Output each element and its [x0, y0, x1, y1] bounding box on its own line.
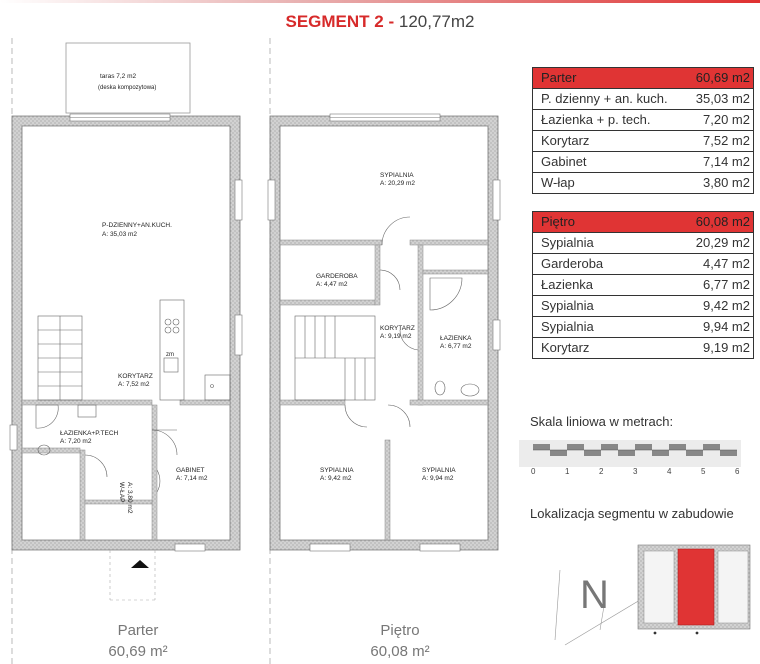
table-total: 60,08 m2 [654, 212, 754, 233]
table-row [533, 233, 754, 254]
table-row [533, 152, 754, 173]
scale-tick: 6 [735, 467, 740, 476]
scale-tick: 3 [633, 467, 638, 476]
parter-plan [10, 43, 242, 600]
room-value: 3,80 m2 [686, 173, 753, 194]
table-header-row [533, 212, 754, 233]
room-value: 20,29 m2 [654, 233, 754, 254]
pietro-plan [268, 114, 500, 551]
room-label: ŁAZIENKA+P.TECH [60, 430, 119, 437]
north-indicator: N [580, 573, 609, 617]
room-value: 7,20 m2 [686, 110, 753, 131]
room-name: Łazienka [533, 275, 654, 296]
room-label: SYPIALNIA [320, 467, 354, 474]
terrace-note: (deska kompozytowa) [98, 85, 157, 91]
room-label: KORYTARZ [380, 325, 415, 332]
title-separator: - [388, 12, 395, 31]
parter-area-table [532, 67, 754, 194]
room-name: Łazienka + p. tech. [533, 110, 687, 131]
room-area: A: 7,14 m2 [176, 475, 208, 482]
parter-floor-label [88, 620, 188, 662]
table-row [533, 89, 754, 110]
room-label: KORYTARZ [118, 373, 153, 380]
room-name: Garderoba [533, 254, 654, 275]
room-label: ŁAZIENKA [440, 335, 472, 342]
table-row [533, 275, 754, 296]
floor-name: Parter [117, 622, 159, 639]
scale-tick: 5 [701, 467, 706, 476]
table-row [533, 317, 754, 338]
pietro-area-table [532, 211, 754, 359]
room-name: Sypialnia [533, 317, 654, 338]
table-row [533, 173, 754, 194]
room-area: A: 9,19 m2 [380, 333, 412, 340]
scale-tick: 0 [531, 467, 536, 476]
room-value: 9,94 m2 [654, 317, 754, 338]
room-label: SYPIALNIA [380, 172, 414, 179]
table-row [533, 254, 754, 275]
room-value: 9,19 m2 [654, 338, 754, 359]
segment-name: SEGMENT 2 [285, 12, 384, 31]
room-value: 4,47 m2 [654, 254, 754, 275]
segment-highlight [678, 549, 714, 625]
room-name: Korytarz [533, 131, 687, 152]
room-label: GABINET [176, 467, 205, 474]
room-value: 7,14 m2 [686, 152, 753, 173]
table-header-row [533, 68, 754, 89]
room-label: P-DZIENNY+AN.KUCH. [102, 222, 172, 229]
room-area: A: 4,47 m2 [316, 281, 348, 288]
floor-name: Piętro [380, 622, 420, 639]
room-name: Sypialnia [533, 233, 654, 254]
room-area: A: 20,29 m2 [380, 180, 416, 187]
room-area: A: 7,52 m2 [118, 381, 150, 388]
room-area: A: 35,03 m2 [102, 231, 138, 238]
floor-area: 60,69 m² [108, 643, 168, 660]
scale-title: Skala liniowa w metrach: [530, 414, 674, 429]
terrace-label: taras 7,2 m2 [100, 73, 137, 80]
room-name: W-łap [533, 173, 687, 194]
table-total: 60,69 m2 [686, 68, 753, 89]
room-area: A: 3,80 m2 [126, 482, 133, 514]
entrance-arrow-icon [131, 560, 149, 568]
room-name: Gabinet [533, 152, 687, 173]
table-title: Piętro [533, 212, 654, 233]
room-name: P. dzienny + an. kuch. [533, 89, 687, 110]
room-value: 7,52 m2 [686, 131, 753, 152]
room-area: A: 7,20 m2 [60, 438, 92, 445]
room-area: A: 9,42 m2 [320, 475, 352, 482]
pietro-floor-label [350, 620, 450, 662]
room-label: GARDEROBA [316, 273, 358, 280]
table-title: Parter [533, 68, 687, 89]
room-label: SYPIALNIA [422, 467, 456, 474]
room-value: 9,42 m2 [654, 296, 754, 317]
location-title: Lokalizacja segmentu w zabudowie [530, 506, 734, 521]
location-map [555, 545, 750, 645]
room-name: Korytarz [533, 338, 654, 359]
table-row [533, 296, 754, 317]
segment-area: 120,77m2 [398, 12, 475, 31]
scale-tick: 4 [667, 467, 672, 476]
room-area: A: 6,77 m2 [440, 343, 472, 350]
room-label: W-ŁAP [118, 482, 125, 503]
scale-bar [519, 440, 741, 476]
scale-tick: 2 [599, 467, 604, 476]
fridge-label: zm [166, 352, 174, 358]
room-value: 35,03 m2 [686, 89, 753, 110]
room-name: Sypialnia [533, 296, 654, 317]
table-row [533, 131, 754, 152]
room-area: A: 9,94 m2 [422, 475, 454, 482]
table-row [533, 338, 754, 359]
room-value: 6,77 m2 [654, 275, 754, 296]
floor-area: 60,08 m² [370, 643, 430, 660]
table-row [533, 110, 754, 131]
scale-tick: 1 [565, 467, 570, 476]
